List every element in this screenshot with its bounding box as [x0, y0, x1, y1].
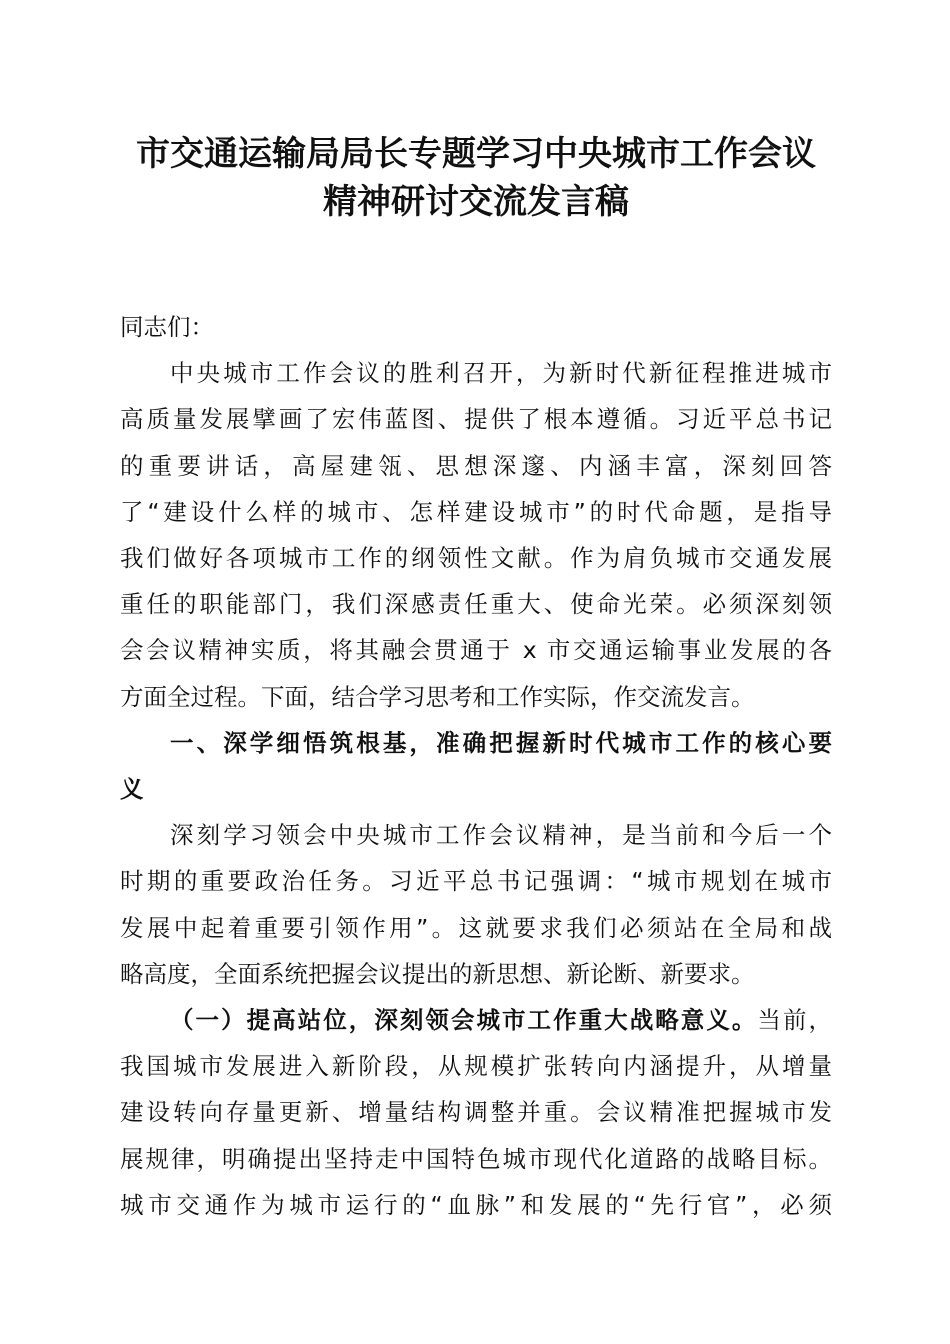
paragraph-line: 中央城市工作会议的胜利召开，为新时代新征程推进城市 [170, 359, 832, 388]
document-title [120, 130, 832, 226]
paragraph-line: 我们做好各项城市工作的纲领性文献。作为肩负城市交通发展 [120, 544, 832, 573]
intro-paragraph [120, 350, 832, 720]
subsection-1-lead: （一）提高站位，深刻领会城市工作重大战略意义。 [170, 1006, 758, 1035]
paragraph-line: 我国城市发展进入新阶段，从规模扩张转向内涵提升，从增量 [120, 1052, 832, 1081]
paragraph-line [120, 997, 832, 1043]
paragraph-line: 时期的重要政治任务。习近平总书记强调：“城市规划在城市 [120, 867, 832, 896]
title-line-2: 精神研讨交流发言稿 [323, 182, 629, 222]
section-1-heading [120, 720, 832, 812]
salutation: 同志们： [120, 313, 214, 341]
paragraph-line: 发展中起着重要引领作用”。这就要求我们必须站在全局和战 [120, 913, 832, 942]
paragraph-line: 方面全过程。下面，结合学习思考和工作实际，作交流发言。 [120, 682, 755, 711]
subsection-1-lead-rest: 当前， [757, 1006, 833, 1035]
title-line-1: 市交通运输局局长专题学习中央城市工作会议 [136, 134, 816, 174]
heading-line: 一、深学细悟筑根基，准确把握新时代城市工作的核心要 [170, 728, 832, 757]
section-1-paragraph [120, 812, 832, 997]
paragraph-line: 高质量发展擘画了宏伟蓝图、提供了根本遵循。习近平总书记 [120, 405, 832, 434]
paragraph-line: 城市交通作为城市运行的“血脉”和发展的“先行官”，必须 [120, 1190, 832, 1219]
paragraph-line: 展规律，明确提出坚持走中国特色城市现代化道路的战略目标。 [120, 1144, 832, 1173]
paragraph-line: 的重要讲话，高屋建瓴、思想深邃、内涵丰富，深刻回答 [120, 451, 832, 480]
paragraph-line: 深刻学习领会中央城市工作会议精神，是当前和今后一个 [170, 821, 832, 850]
paragraph-line: 略高度，全面系统把握会议提出的新思想、新论断、新要求。 [120, 959, 755, 988]
paragraph-line: 了“建设什么样的城市、怎样建设城市”的时代命题，是指导 [120, 497, 832, 526]
heading-line: 义 [120, 775, 144, 804]
paragraph-line: 会会议精神实质，将其融会贯通于 x 市交通运输事业发展的各 [120, 636, 832, 665]
subsection-1-paragraph [120, 997, 832, 1228]
document-page [120, 130, 832, 1228]
paragraph-line: 建设转向存量更新、增量结构调整并重。会议精准把握城市发 [120, 1098, 832, 1127]
paragraph-line: 重任的职能部门，我们深感责任重大、使命光荣。必须深刻领 [120, 590, 832, 619]
